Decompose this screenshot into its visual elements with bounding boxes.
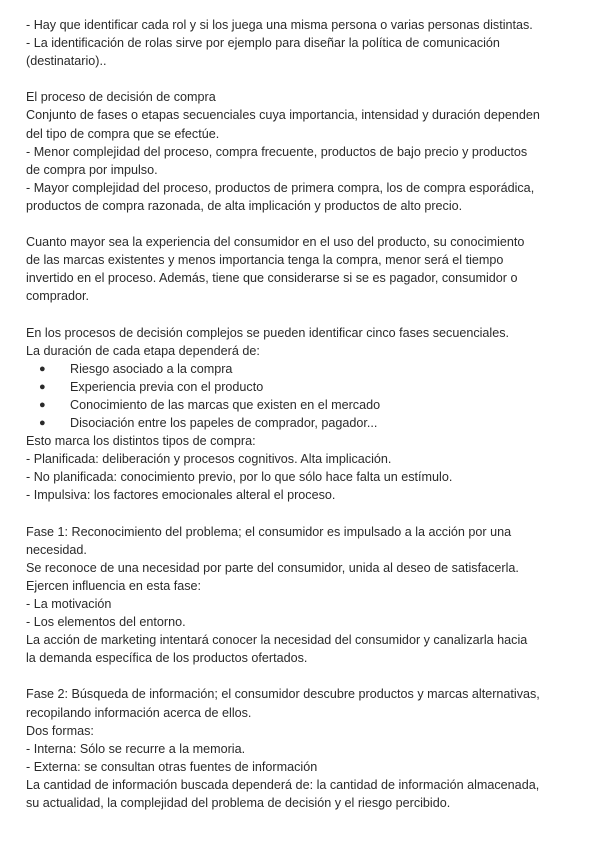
paragraph-gap bbox=[26, 215, 584, 233]
text-line: - Menor complejidad del proceso, compra frecuente, productos de bajo precio y productos bbox=[26, 144, 528, 159]
bullet-icon: ● bbox=[39, 362, 46, 375]
text-line: - Los elementos del entorno. bbox=[26, 615, 186, 630]
bullet-item bbox=[26, 396, 584, 414]
bullet-icon: ● bbox=[39, 380, 46, 393]
bullet-text: Riesgo asociado a la compra bbox=[70, 361, 233, 376]
fases-section bbox=[26, 324, 584, 505]
text-line: Dos formas: bbox=[26, 723, 94, 738]
text-line: Esto marca los distintos tipos de compra: bbox=[26, 434, 256, 449]
text-line: la demanda específica de los productos ofertados. bbox=[26, 651, 308, 666]
bullet-icon: ● bbox=[39, 398, 46, 411]
paragraph-gap bbox=[26, 306, 584, 324]
text-line: Cuanto mayor sea la experiencia del consumidor en el uso del producto, su conocimiento bbox=[26, 235, 525, 250]
intro-section bbox=[26, 16, 584, 70]
experiencia-section bbox=[26, 233, 584, 305]
bullet-item bbox=[26, 360, 584, 378]
text-line: Ejercen influencia en esta fase: bbox=[26, 578, 202, 593]
text-line: productos de compra razonada, de alta implicación y productos de alto precio. bbox=[26, 198, 463, 213]
text-line: - Planificada: deliberación y procesos cognitivos. Alta implicación. bbox=[26, 452, 392, 467]
text-line: Fase 1: Reconocimiento del problema; el consumidor es impulsado a la acción por una bbox=[26, 524, 512, 539]
text-line: comprador. bbox=[26, 289, 89, 304]
text-line: - Externa: se consultan otras fuentes de información bbox=[26, 759, 318, 774]
text-line: de las marcas existentes y menos importancia tenga la compra, menor será el tiempo bbox=[26, 253, 504, 268]
section-heading: El proceso de decisión de compra bbox=[26, 90, 216, 105]
text-line: La duración de cada etapa dependerá de: bbox=[26, 343, 260, 358]
text-line: - Interna: Sólo se recurre a la memoria. bbox=[26, 741, 246, 756]
text-line: Conjunto de fases o etapas secuenciales cuya importancia, intensidad y duración dependen bbox=[26, 108, 540, 123]
text-line: - No planificada: conocimiento previo, por lo que sólo hace falta un estímulo. bbox=[26, 470, 453, 485]
bullet-list bbox=[26, 360, 584, 432]
text-line: - La motivación bbox=[26, 597, 112, 611]
bullet-text: Disociación entre los papeles de comprador, pagador... bbox=[70, 416, 378, 431]
text-line: del tipo de compra que se efectúe. bbox=[26, 126, 220, 141]
text-line: La acción de marketing intentará conocer la necesidad del consumidor y canalizarla hacia bbox=[26, 633, 528, 648]
text-line: - Hay que identificar cada rol y si los juega una misma persona o varias personas distintas. bbox=[26, 18, 533, 32]
text-line: necesidad. bbox=[26, 542, 87, 557]
text-line: de compra por impulso. bbox=[26, 162, 158, 177]
paragraph-gap bbox=[26, 505, 584, 523]
bullet-item bbox=[26, 414, 584, 432]
bullet-item bbox=[26, 378, 584, 396]
text-line: - Mayor complejidad del proceso, productos de primera compra, los de compra esporádica, bbox=[26, 180, 535, 195]
bullet-text: Experiencia previa con el producto bbox=[70, 379, 264, 394]
text-line: La cantidad de información buscada dependerá de: la cantidad de información almacenada, bbox=[26, 777, 540, 792]
text-line: (destinatario).. bbox=[26, 54, 107, 69]
paragraph-gap bbox=[26, 667, 584, 685]
text-line: - Impulsiva: los factores emocionales alteral el proceso. bbox=[26, 488, 336, 503]
bullet-icon: ● bbox=[39, 417, 46, 430]
fase1-section bbox=[26, 523, 584, 668]
proceso-section bbox=[26, 88, 584, 215]
text-line: recopilando información acerca de ellos. bbox=[26, 705, 252, 720]
text-line: invertido en el proceso. Además, tiene que considerarse si se es pagador, consumidor o bbox=[26, 271, 518, 286]
text-line: Fase 2: Búsqueda de información; el consumidor descubre productos y marcas alternativas, bbox=[26, 687, 540, 702]
text-line: En los procesos de decisión complejos se pueden identificar cinco fases secuenciales. bbox=[26, 325, 510, 340]
bullet-text: Conocimiento de las marcas que existen en el mercado bbox=[70, 397, 381, 412]
fase2-section bbox=[26, 685, 584, 812]
paragraph-gap bbox=[26, 70, 584, 88]
text-line: su actualidad, la complejidad del problema de decisión y el riesgo percibido. bbox=[26, 796, 451, 811]
text-line: - La identificación de rolas sirve por ejemplo para diseñar la política de comunicación bbox=[26, 36, 500, 51]
text-line: Se reconoce de una necesidad por parte del consumidor, unida al deseo de satisfacerla. bbox=[26, 560, 519, 575]
